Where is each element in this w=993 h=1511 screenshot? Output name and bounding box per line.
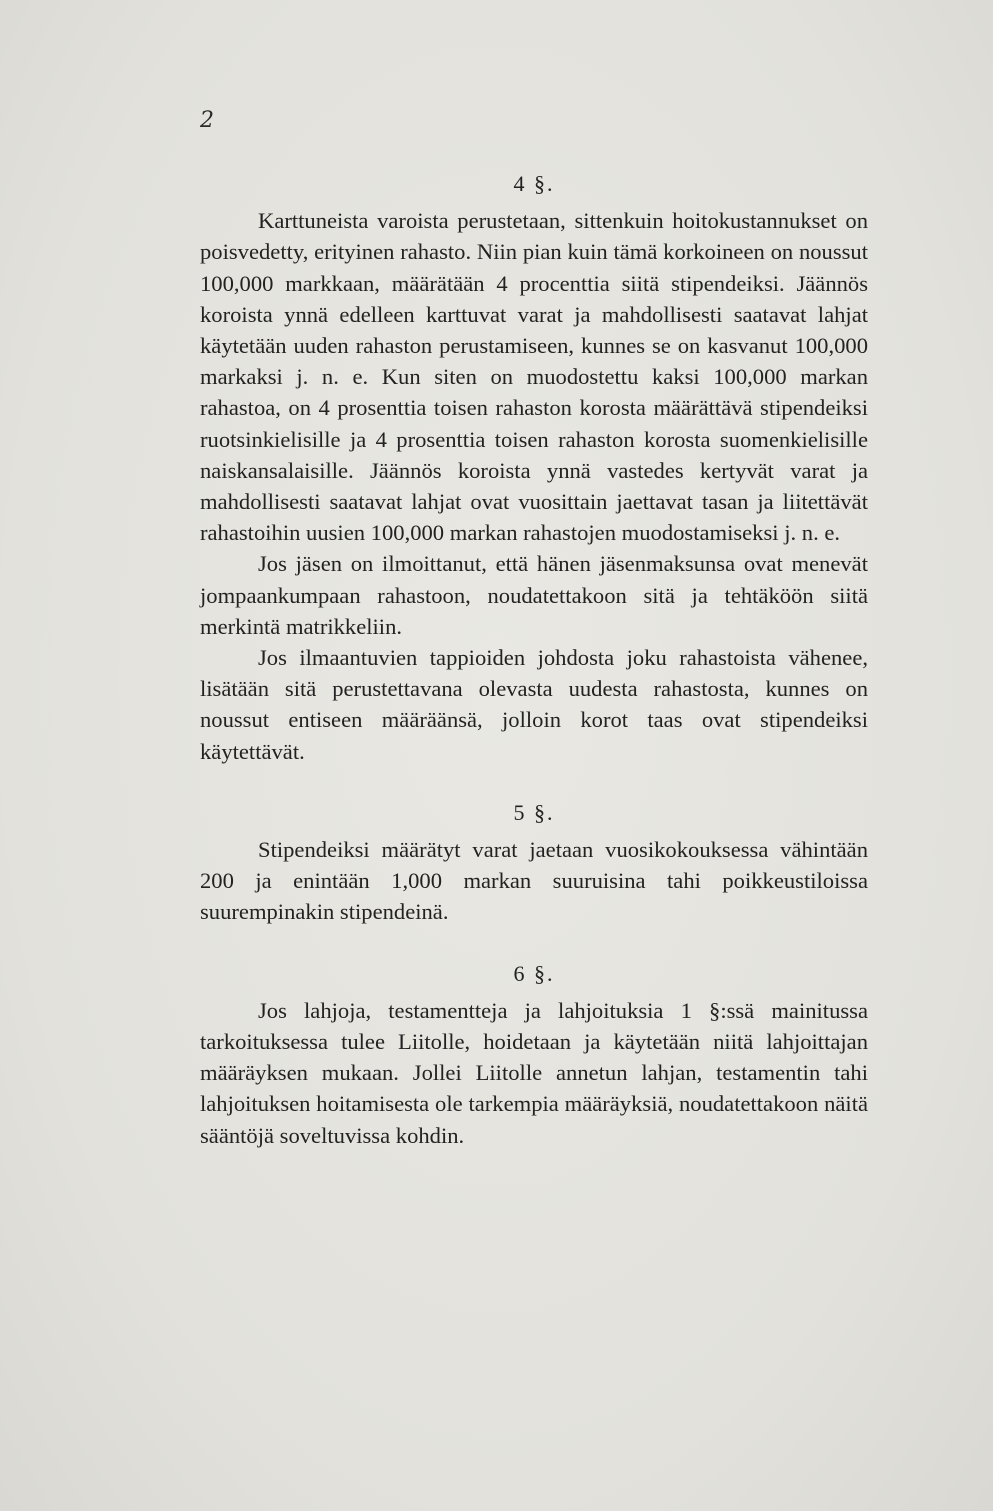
text-column xyxy=(200,168,868,1151)
section-4 xyxy=(200,168,868,767)
section-heading: 4 §. xyxy=(513,171,555,196)
paragraph: Jos jäsen on ilmoittanut, että hänen jäsenmaksunsa ovat menevät jompaankumpaan rahastoon, noudatettakoon sitä ja tehtäköön siitä merkintä matrikkeliin. xyxy=(200,551,868,639)
paragraph: Stipendeiksi määrätyt varat jaetaan vuosikokouksessa vähintään 200 ja enintään 1,000 markan suuruisina tahi poikkeustiloissa suurempinakin stipendeinä. xyxy=(200,837,868,925)
section-5 xyxy=(200,797,868,928)
section-6 xyxy=(200,958,868,1151)
paragraph: Jos lahjoja, testamentteja ja lahjoituksia 1 §:ssä mainitussa tarkoituksessa tulee Liitolle, hoidetaan ja käytetään niitä lahjoittajan määräyksen mukaan. Jollei Liitolle annetun lahjan, testamentin tahi lahjoituksen hoitamisesta ole tarkempia määräyksiä, noudatettakoon näitä sääntöjä soveltuvissa kohdin. xyxy=(200,997,868,1148)
paragraph: Jos ilmaantuvien tappioiden johdosta joku rahastoista vähenee, lisätään sitä perustettavana olevasta uudesta rahastosta, kunnes on noussut entiseen määräänsä, jolloin korot taas ovat stipendeiksi käytettävät. xyxy=(200,645,868,764)
page-number: 2 xyxy=(200,108,214,133)
section-heading: 6 §. xyxy=(513,960,555,986)
paragraph: Karttuneista varoista perustetaan, sittenkuin hoitokustannukset on poisvedetty, erityinen rahasto. Niin pian kuin tämä korkoineen on noussut 100,000 markkaan, määrätään 4 procenttia siitä stipendeiksi. Jäännös koroista ynnä edelleen karttuvat varat ja mahdollisesti saatavat lahjat käytetään uuden rahaston perustamiseen, kunnes se on kasvanut 100,000 markaksi j. n. e. Kun siten on muodostettu kaksi 100,000 markan rahastoa, on 4 prosenttia toisen rahaston korosta määrättävä stipendeiksi ruotsinkielisille ja 4 prosenttia toisen rahaston korosta suomenkielisille naiskansalaisille. Jäännös koroista ynnä vastedes kertyvät varat ja mahdollisesti saatavat lahjat ovat vuosittain jaettavat tasan ja liitettävät rahastoihin uusien 100,000 markan rahastojen muodostamiseksi j. n. e. xyxy=(200,208,868,546)
section-heading: 5 §. xyxy=(513,799,555,825)
